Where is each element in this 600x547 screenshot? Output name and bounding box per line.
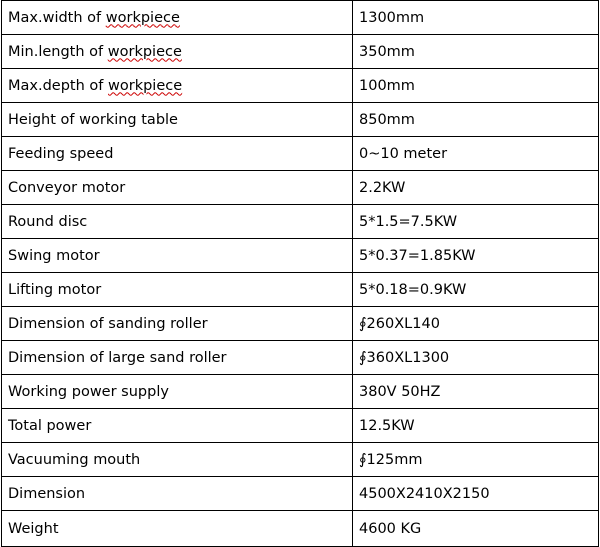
spec-value: ∮260XL140 [353,307,599,341]
spellcheck-flagged-word: workpiece [105,9,180,26]
spec-value: 0~10 meter [353,137,599,171]
table-row [2,511,599,547]
spec-value: ∮125mm [353,443,599,477]
spec-label: Conveyor motor [2,171,353,205]
spec-value: 850mm [353,103,599,137]
table-row [2,69,599,103]
spec-value: 100mm [353,69,599,103]
table-row [2,341,599,375]
spec-label: Working power supply [2,375,353,409]
table-row [2,477,599,511]
spec-value: 2.2KW [353,171,599,205]
spec-value: 380V 50HZ [353,375,599,409]
spec-label: Weight [2,511,353,547]
table-row [2,171,599,205]
spec-label [2,1,353,35]
spec-value: 4500X2410X2150 [353,477,599,511]
spec-label: Dimension of large sand roller [2,341,353,375]
spec-value: 350mm [353,35,599,69]
table-row [2,409,599,443]
spec-label: Vacuuming mouth [2,443,353,477]
table-row [2,443,599,477]
spec-label: Lifting motor [2,273,353,307]
table-row [2,205,599,239]
spec-label-text: Max.depth of [8,77,108,94]
spec-label [2,35,353,69]
spellcheck-flagged-word: workpiece [108,77,183,94]
spec-value: 5*1.5=7.5KW [353,205,599,239]
spellcheck-flagged-word: workpiece [107,43,182,60]
spec-value: 4600 KG [353,511,599,547]
table-row [2,273,599,307]
spec-label: Dimension of sanding roller [2,307,353,341]
spec-label-text: Max.width of [8,9,106,26]
table-row [2,375,599,409]
spec-table [1,0,599,547]
spec-label: Height of working table [2,103,353,137]
table-row [2,239,599,273]
spec-label-text: Min.length of [8,43,108,60]
spec-label: Dimension [2,477,353,511]
spec-label: Feeding speed [2,137,353,171]
spec-value: 1300mm [353,1,599,35]
table-row [2,307,599,341]
spec-value: 5*0.18=0.9KW [353,273,599,307]
spec-label [2,69,353,103]
spec-label: Swing motor [2,239,353,273]
table-row [2,137,599,171]
spec-value: ∮360XL1300 [353,341,599,375]
table-row [2,35,599,69]
table-row [2,103,599,137]
spec-label: Total power [2,409,353,443]
table-row [2,1,599,35]
spec-value: 12.5KW [353,409,599,443]
spec-value: 5*0.37=1.85KW [353,239,599,273]
spec-label: Round disc [2,205,353,239]
